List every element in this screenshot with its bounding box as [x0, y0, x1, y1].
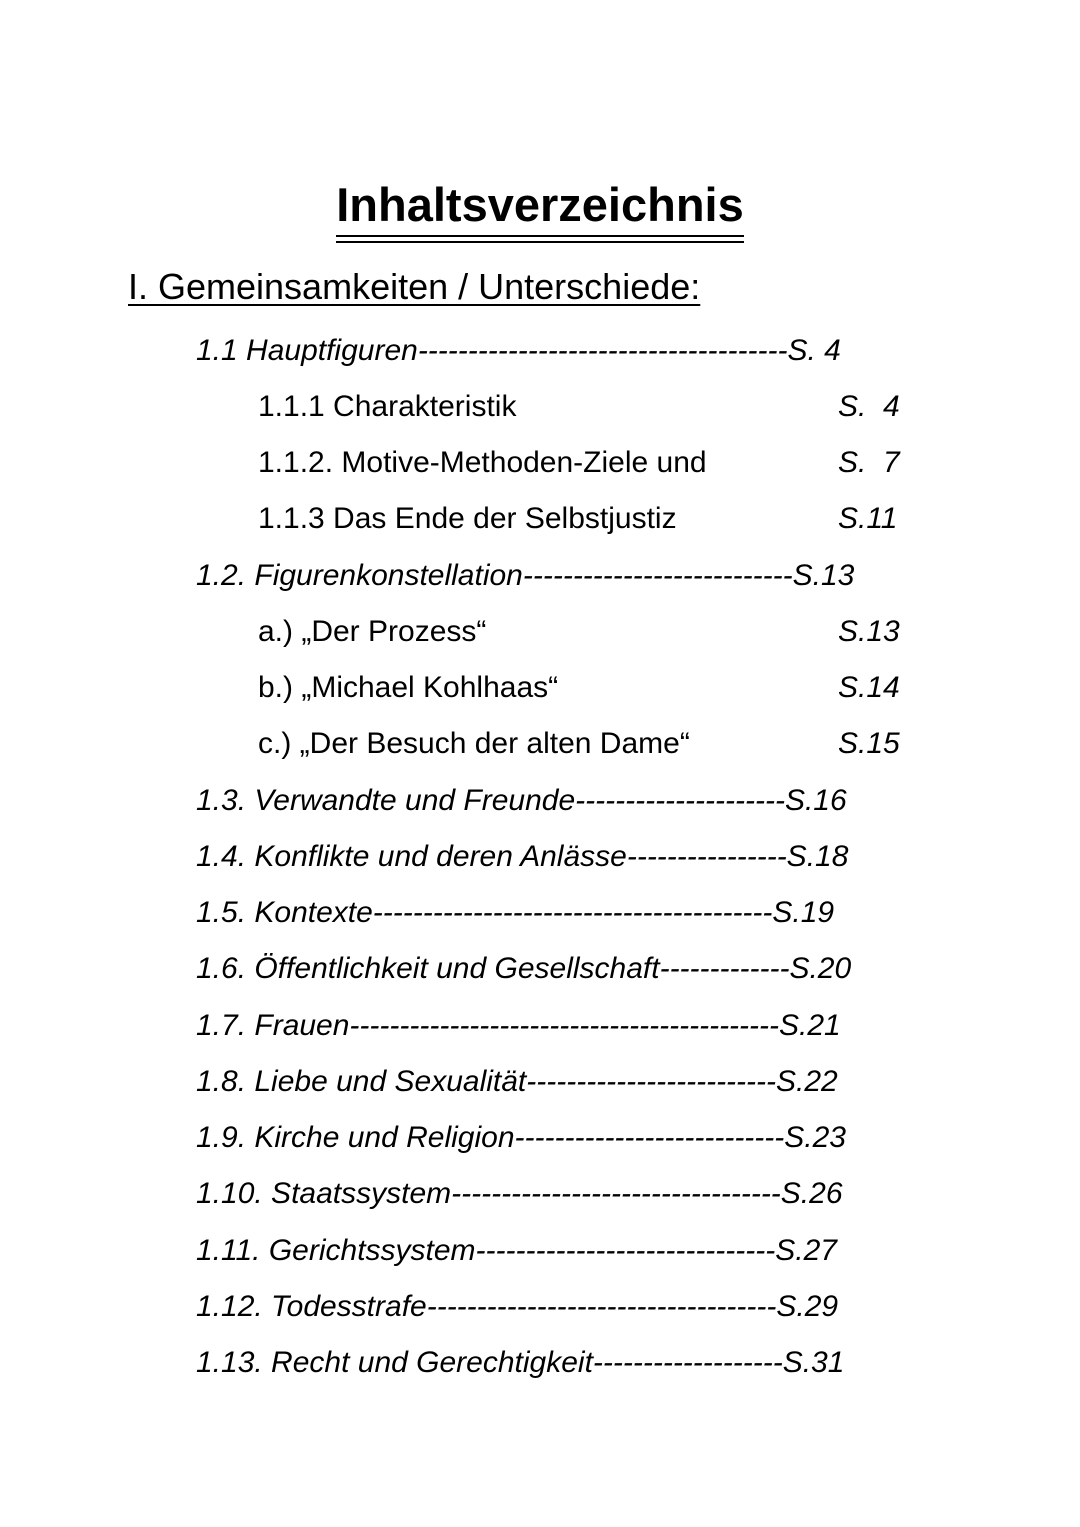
page-title-text: Inhaltsverzeichnis: [336, 177, 744, 237]
toc-entry-1-11: 1.11. Gerichtssystem------------------------------S.27: [196, 1234, 837, 1267]
toc-entry-c-label: c.) „Der Besuch der alten Dame“: [258, 727, 690, 760]
toc-entry-1-9: 1.9. Kirche und Religion---------------------------S.23: [196, 1121, 846, 1154]
toc-entry-1-1-3-label: 1.1.3 Das Ende der Selbstjustiz: [258, 502, 677, 535]
toc-entry-1-1-1-label: 1.1.1 Charakteristik: [258, 390, 517, 423]
toc-entry-1-1-1-page: S. 4: [838, 390, 900, 423]
toc-entry-1-13: 1.13. Recht und Gerechtigkeit-------------------S.31: [196, 1346, 845, 1379]
toc-entry-1-12: 1.12. Todesstrafe-----------------------------------S.29: [196, 1290, 839, 1323]
toc-entry-1-7: 1.7. Frauen-------------------------------------------S.21: [196, 1009, 841, 1042]
page-title: [0, 175, 1080, 237]
toc-entry-1-8: 1.8. Liebe und Sexualität-------------------------S.22: [196, 1065, 838, 1098]
toc-entry-1-10: 1.10. Staatssystem---------------------------------S.26: [196, 1177, 843, 1210]
toc-entry-1-3: 1.3. Verwandte und Freunde---------------------S.16: [196, 784, 847, 817]
toc-entry-1-1-2-label: 1.1.2. Motive-Methoden-Ziele und: [258, 446, 707, 479]
toc-entry-a-label: a.) „Der Prozess“: [258, 615, 487, 648]
toc-entry-b-page: S.14: [838, 671, 900, 704]
toc-entry-1-4: 1.4. Konflikte und deren Anlässe----------------S.18: [196, 840, 849, 873]
toc-entry-a-page: S.13: [838, 615, 900, 648]
section-heading: I. Gemeinsamkeiten / Unterschiede:: [128, 266, 701, 307]
toc-entry-b-label: b.) „Michael Kohlhaas“: [258, 671, 559, 704]
toc-entry-1-1: 1.1 Hauptfiguren-------------------------------------S. 4: [196, 334, 841, 367]
toc-entry-c-page: S.15: [838, 727, 900, 760]
toc-entry-1-2: 1.2. Figurenkonstellation---------------------------S.13: [196, 559, 855, 592]
toc-entry-1-1-3-page: S.11: [838, 502, 898, 535]
toc-entry-1-1-2-page: S. 7: [838, 446, 900, 479]
toc-entry-1-6: 1.6. Öffentlichkeit und Gesellschaft-------------S.20: [196, 952, 852, 985]
toc-entry-1-5: 1.5. Kontexte----------------------------------------S.19: [196, 896, 835, 929]
